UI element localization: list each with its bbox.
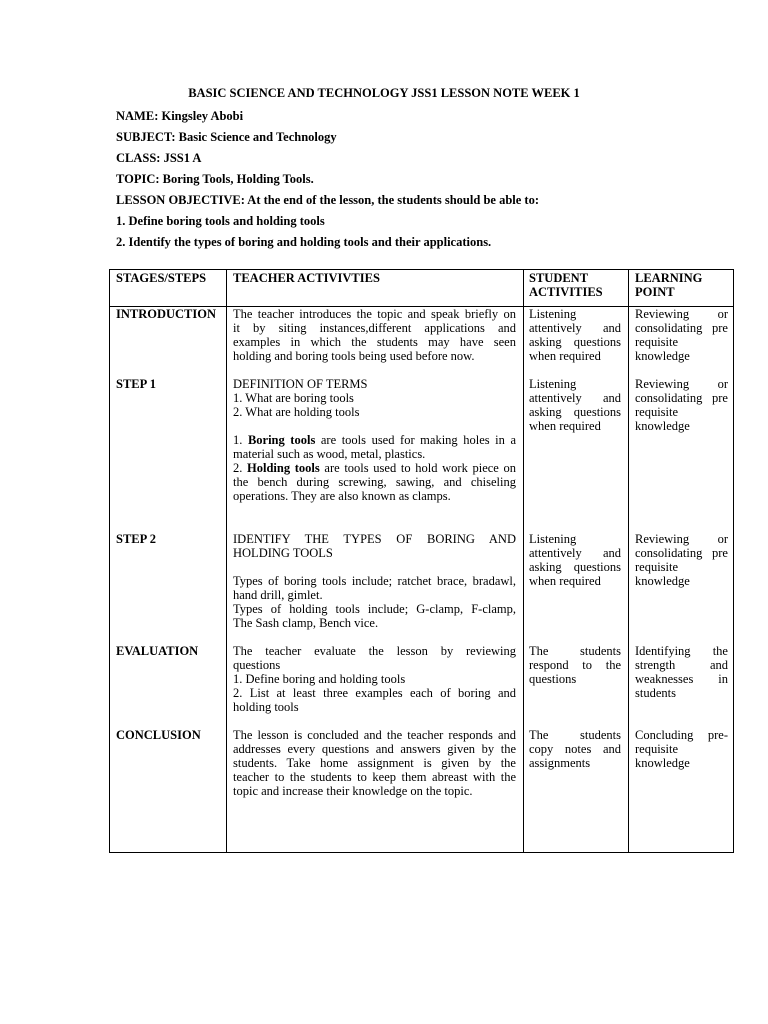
- class-line: CLASS: JSS1 A: [116, 151, 202, 165]
- step1-learning-point: Reviewing or consolidating pre requisite knowledge: [635, 377, 728, 433]
- conclusion-teacher-activity: The lesson is concluded and the teacher responds and addresses every questions and answers given by the students. Take home assignment is given by the teacher to the students to keep them abreast with the topic and increase their knowledge on the topic.: [233, 728, 516, 798]
- step2-student-activity: Listening attentively and asking questions when required: [529, 532, 621, 588]
- evaluation-student-activity: The students respond to the questions: [529, 644, 621, 686]
- stage-step-2: STEP 2: [116, 532, 156, 546]
- topic-line: TOPIC: Boring Tools, Holding Tools.: [116, 172, 314, 186]
- step1-student-activity: Listening attentively and asking questions when required: [529, 377, 621, 433]
- evaluation-teacher-activity: The teacher evaluate the lesson by reviewing questions 1. Define boring and holding tools 2. List at least three examples each of boring and holding tools: [233, 644, 516, 714]
- column-divider: [523, 270, 524, 852]
- objective-item-2: 2. Identify the types of boring and holding tools and their applications.: [116, 235, 492, 249]
- conclusion-learning-point: Concluding pre- requisite knowledge: [635, 728, 728, 770]
- lesson-header: [116, 108, 539, 255]
- stage-step-1: STEP 1: [116, 377, 156, 391]
- step2-teacher-activity: IDENTIFY THE TYPES OF BORING AND HOLDING TOOLS Types of boring tools include; ratchet brace, bradawl, hand drill, gimlet. Types of holding tools include; G-clamp, F-clamp, The Sash clamp, Bench vice.: [233, 532, 516, 630]
- intro-learning-point: Reviewing or consolidating pre requisite knowledge: [635, 307, 728, 363]
- intro-student-activity: Listening attentively and asking questions when required: [529, 307, 621, 363]
- lesson-table: [109, 269, 734, 853]
- subject-line: SUBJECT: Basic Science and Technology: [116, 130, 337, 144]
- column-divider: [226, 270, 227, 852]
- column-divider: [628, 270, 629, 852]
- header-stages: STAGES/STEPS: [116, 271, 207, 285]
- header-student-activities: STUDENT ACTIVITIES: [529, 271, 603, 299]
- conclusion-student-activity: The students copy notes and assignments: [529, 728, 621, 770]
- header-teacher-activities: TEACHER ACTIVIVTIES: [233, 271, 380, 285]
- evaluation-learning-point: Identifying the strength and weaknesses in students: [635, 644, 728, 700]
- header-learning-point: LEARNING POINT: [635, 271, 703, 299]
- document-title: BASIC SCIENCE AND TECHNOLOGY JSS1 LESSON NOTE WEEK 1: [188, 86, 580, 100]
- intro-teacher-activity: The teacher introduces the topic and speak briefly on it by siting instances,different applications and examples in which the students may have seen holding and boring tools being used before now.: [233, 307, 516, 363]
- step1-teacher-activity: DEFINITION OF TERMS 1. What are boring tools 2. What are holding tools 1. Boring tools are tools used for making holes in a material such as wood, metal, plastics. 2. Holding tools are tools used to hold work piece on the bench during screwing, sawing, and chiseling operations. They are also known as clamps.: [233, 377, 516, 503]
- objective-item-1: 1. Define boring tools and holding tools: [116, 214, 325, 228]
- stage-evaluation: EVALUATION: [116, 644, 199, 658]
- step2-learning-point: Reviewing or consolidating pre requisite knowledge: [635, 532, 728, 588]
- stage-conclusion: CONCLUSION: [116, 728, 201, 742]
- objective-line: LESSON OBJECTIVE: At the end of the lesson, the students should be able to:: [116, 193, 539, 207]
- stage-introduction: INTRODUCTION: [116, 307, 217, 321]
- name-line: NAME: Kingsley Abobi: [116, 109, 244, 123]
